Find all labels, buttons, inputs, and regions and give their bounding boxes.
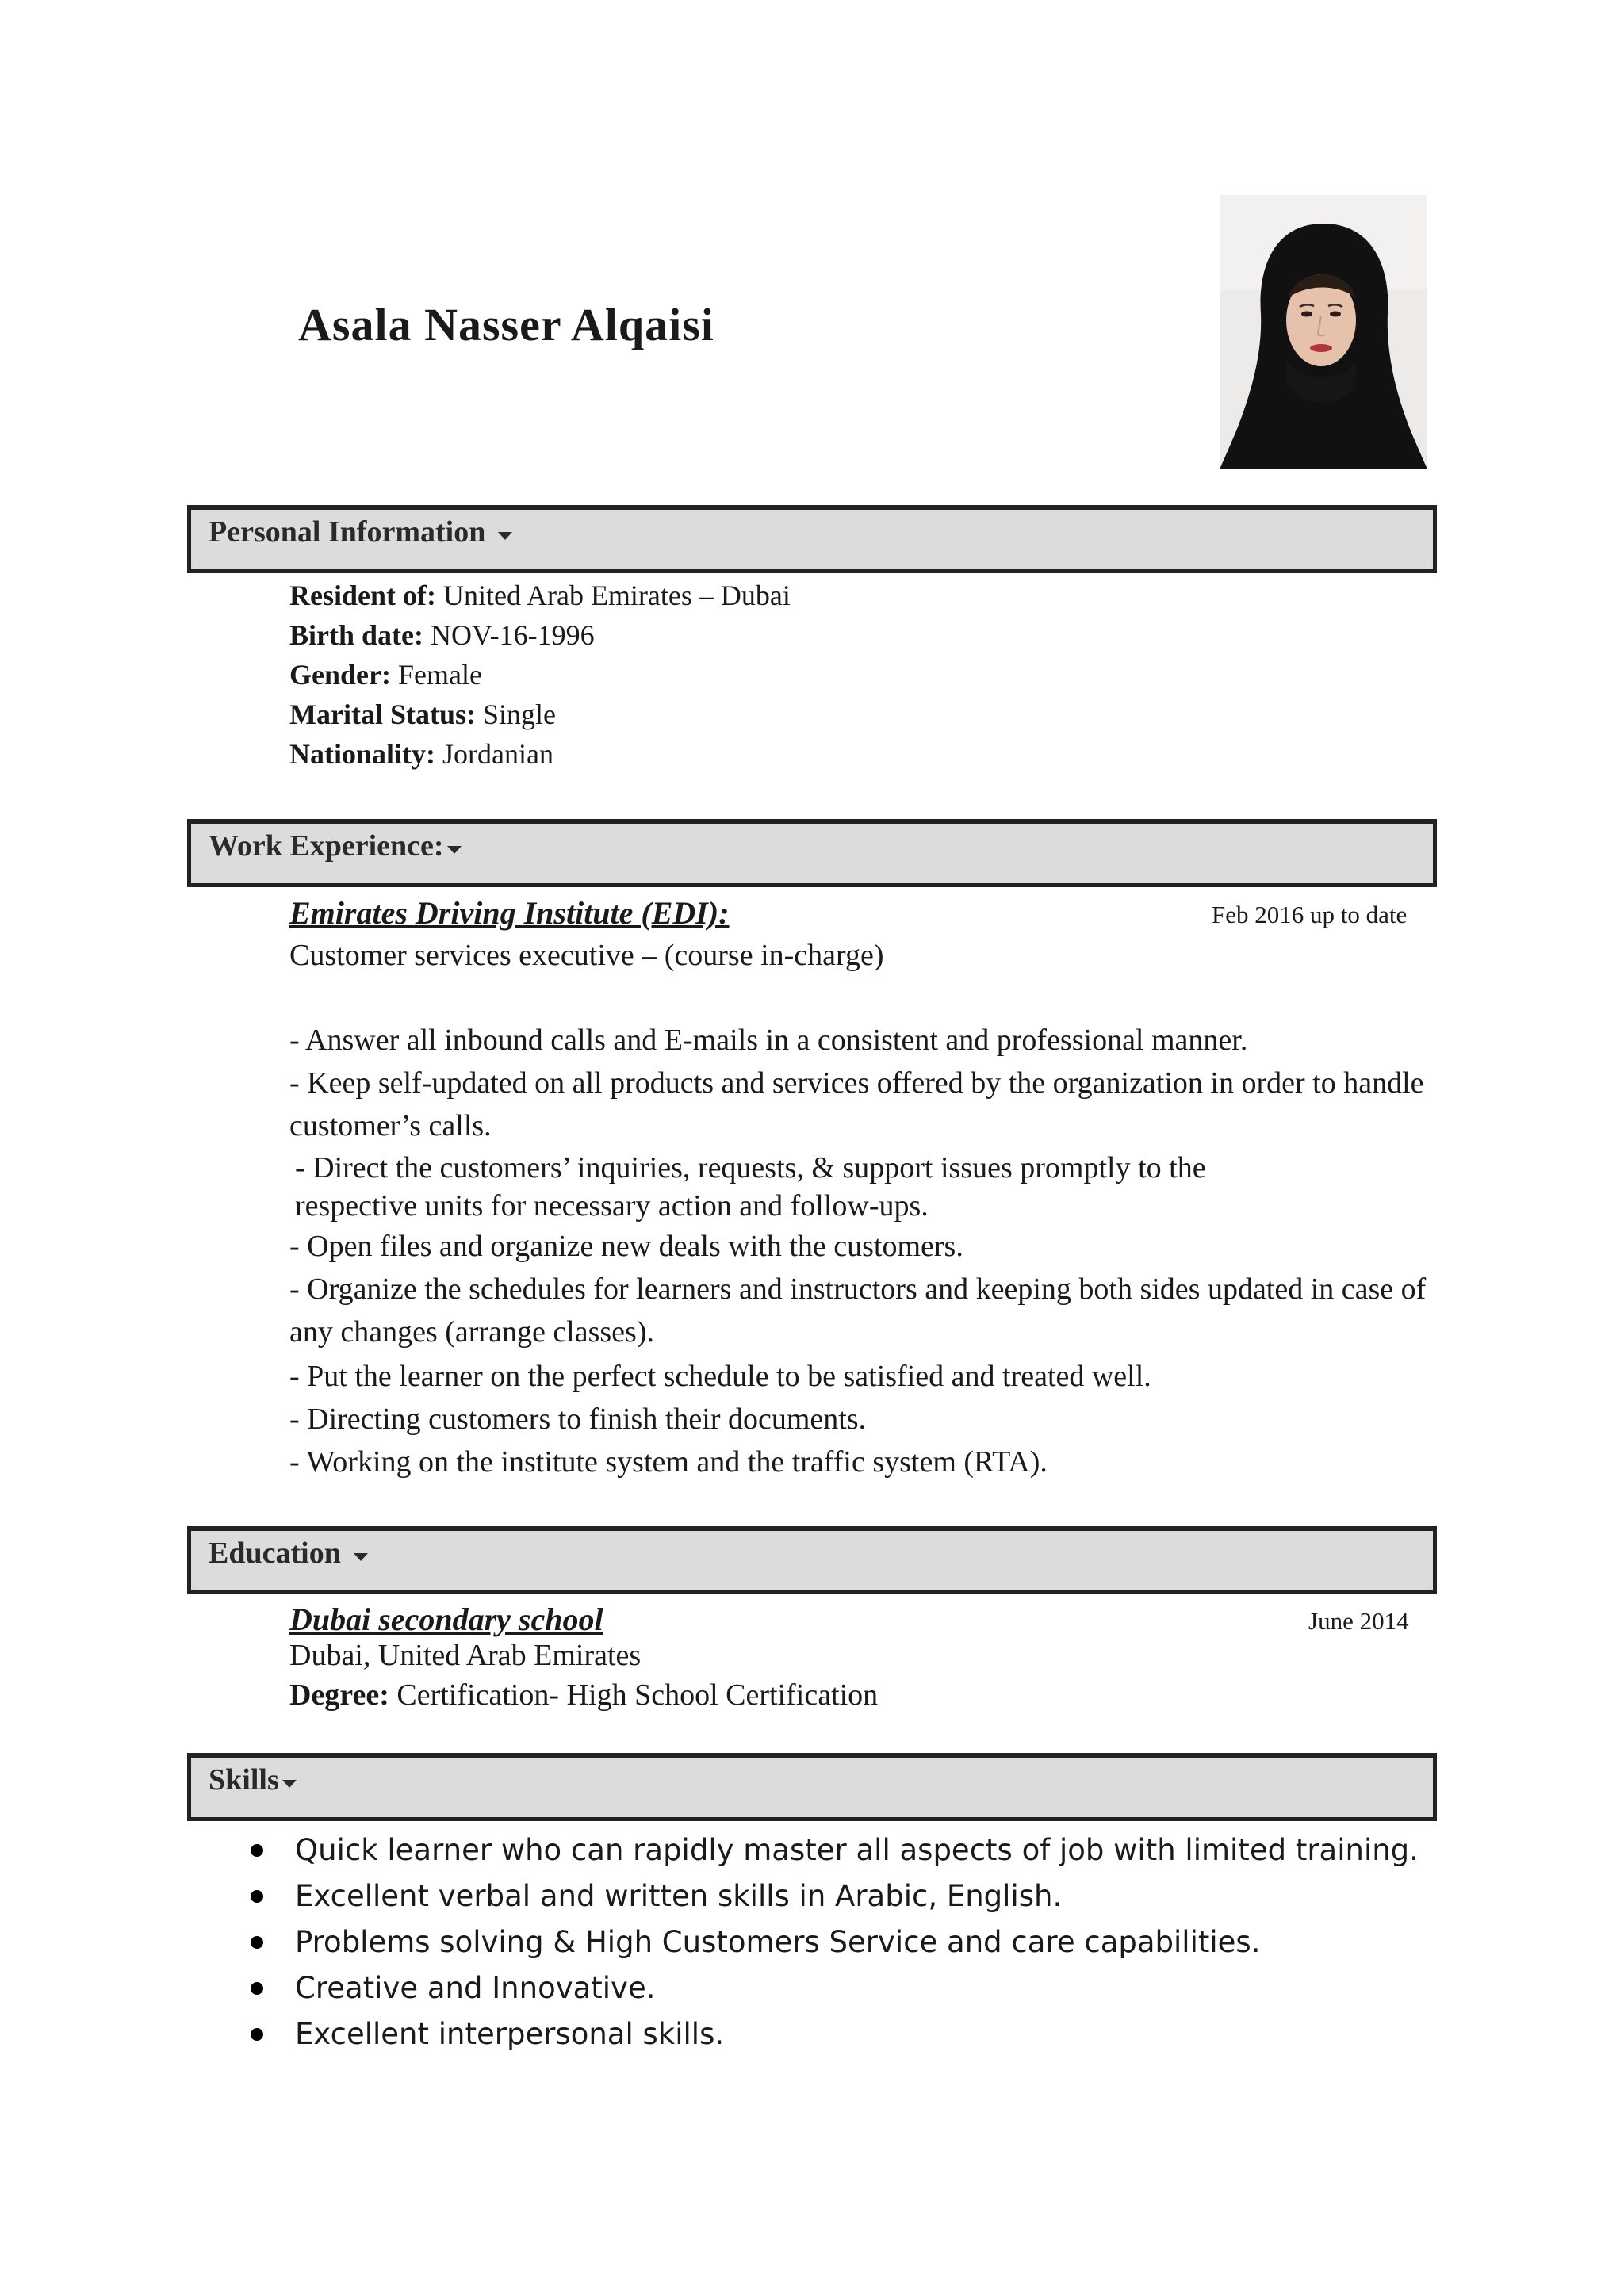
info-value: Jordanian (442, 738, 553, 770)
school-location: Dubai, United Arab Emirates (289, 1639, 642, 1672)
info-label: Resident of: (289, 580, 436, 611)
info-value: Female (397, 659, 482, 691)
info-value: NOV-16-1996 (430, 619, 595, 651)
bullet-icon (251, 1844, 263, 1857)
duty-item: - Working on the institute system and the traffic system (RTA). (289, 1445, 1048, 1479)
profile-photo (1220, 195, 1427, 469)
duty-item: - Organize the schedules for learners and instructors and keeping both sides updated in case of any changes (arrange classes). (289, 1272, 1427, 1349)
info-row-gender (289, 655, 791, 695)
skills-list (238, 1827, 1419, 2057)
skills-title: Skills (209, 1763, 279, 1797)
caret-down-icon (447, 846, 462, 854)
job-title: Customer services executive – (course in-charge) (289, 939, 884, 972)
skill-text: Problems solving & High Customers Service and care capabilities. (295, 1925, 1261, 1959)
degree-value: Certification- High School Certification (396, 1678, 879, 1712)
education-title: Education (209, 1536, 341, 1570)
duty-item: - Direct the customers’ inquiries, requests, & support issues promptly to the respective units for necessary action and follow-ups. (295, 1151, 1206, 1223)
info-label: Marital Status: (289, 698, 476, 730)
duty-item: - Directing customers to finish their documents. (289, 1402, 867, 1436)
education-section-header[interactable] (187, 1526, 1437, 1594)
candidate-name: Asala Nasser Alqaisi (298, 299, 714, 350)
info-row-marital-status (289, 695, 791, 734)
skill-item (238, 1827, 1419, 1873)
skill-item (238, 1919, 1419, 1965)
duty-item: - Open files and organize new deals with the customers. (289, 1230, 963, 1263)
caret-down-icon (498, 532, 512, 540)
info-row-residence (289, 576, 791, 615)
bullet-icon (251, 1982, 263, 1995)
work-experience-section-header[interactable] (187, 819, 1437, 887)
duty-item: - Keep self-updated on all products and services offered by the organization in order to handle customer’s calls. (289, 1066, 1424, 1142)
employer-name: Emirates Driving Institute (EDI): (289, 895, 730, 931)
skills-section-header[interactable] (187, 1753, 1437, 1821)
duty-item: - Put the learner on the perfect schedule to be satisfied and treated well. (289, 1360, 1151, 1393)
info-label: Nationality: (289, 738, 435, 770)
degree-label: Degree: (289, 1678, 389, 1712)
info-row-nationality (289, 734, 791, 774)
bullet-icon (251, 2028, 263, 2041)
info-value: United Arab Emirates – Dubai (442, 580, 791, 611)
school-name: Dubai secondary school (289, 1601, 603, 1637)
personal-info-title: Personal Information (209, 515, 486, 549)
bullet-icon (251, 1890, 263, 1903)
duty-item: - Answer all inbound calls and E-mails in a consistent and professional manner. (289, 1024, 1248, 1057)
info-label: Birth date: (289, 619, 423, 651)
caret-down-icon (282, 1780, 297, 1788)
bullet-icon (251, 1936, 263, 1949)
skill-text: Quick learner who can rapidly master all aspects of job with limited training. (295, 1833, 1419, 1867)
degree-line (289, 1678, 878, 1712)
info-value: Single (482, 698, 556, 730)
skill-item (238, 1965, 1419, 2011)
profile-photo-image (1220, 195, 1427, 469)
info-label: Gender: (289, 659, 391, 691)
skill-item (238, 1873, 1419, 1919)
skill-text: Excellent interpersonal skills. (295, 2017, 725, 2051)
work-experience-title: Work Experience: (209, 829, 444, 863)
skill-text: Creative and Innovative. (295, 1971, 656, 2005)
caret-down-icon (354, 1553, 368, 1561)
info-row-birth-date (289, 615, 791, 655)
skill-item (238, 2011, 1419, 2057)
graduation-date: June 2014 (1308, 1607, 1409, 1635)
personal-info-section-header[interactable] (187, 505, 1437, 573)
personal-info-list (289, 576, 791, 774)
skill-text: Excellent verbal and written skills in Arabic, English. (295, 1879, 1063, 1913)
employment-date: Feb 2016 up to date (1212, 901, 1408, 928)
